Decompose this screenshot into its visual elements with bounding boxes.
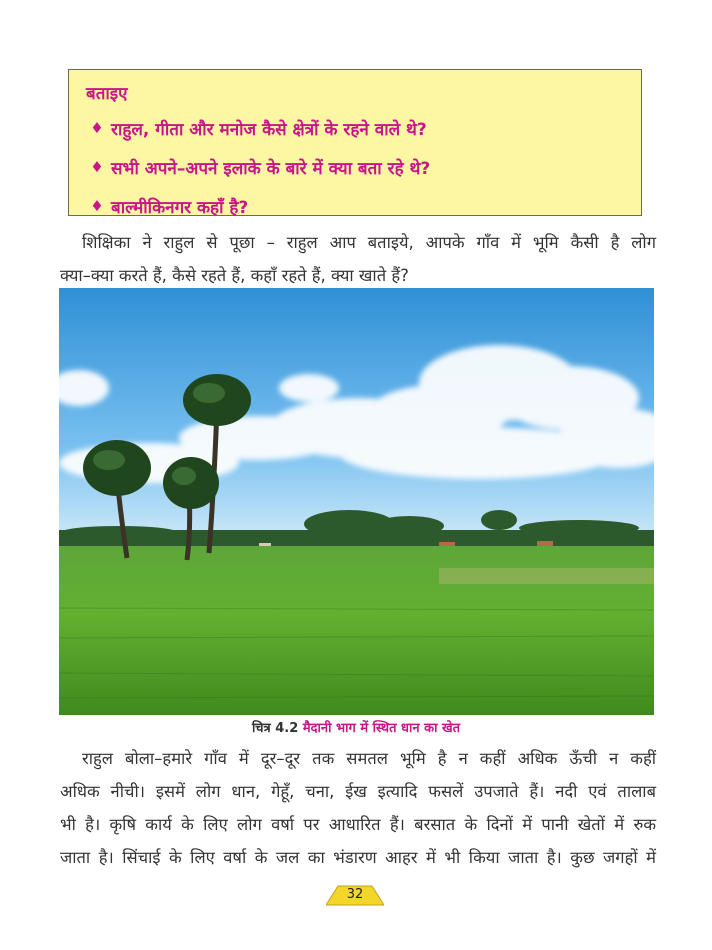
paragraph-line: अधिक नीची। इसमें लोग धान, गेहूँ, चना, ईख इत्यादि फसलें उपजाते हैं। नदी एवं तालाब — [60, 782, 656, 801]
question-box-title: बताइए — [86, 84, 128, 104]
diamond-bullet-icon: ♦ — [90, 119, 104, 137]
question-text: बाल्मीकिनगर कहाँ है? — [111, 197, 249, 218]
paddy-field-photo — [59, 288, 654, 715]
paragraph-line: शिक्षिका ने राहुल से पूछा – राहुल आप बताइये, आपके गाँव में भूमि कैसी है लोग — [82, 233, 656, 252]
figure-number: चित्र 4.2 — [251, 721, 299, 736]
question-text: राहुल, गीता और मनोज कैसे क्षेत्रों के रहने वाले थे? — [111, 119, 427, 140]
figure-caption-text: मैदानी भाग में स्थित धान का खेत — [302, 721, 461, 736]
question-text: सभी अपने–अपने इलाके के बारे में क्या बता रहे थे? — [111, 158, 431, 179]
paragraph-line: जाता है। सिंचाई के लिए वर्षा के जल का भंडारण आहर में भी किया जाता है। कुछ जगहों में — [60, 848, 656, 867]
paragraph-line: भी है। कृषि कार्य के लिए लोग वर्षा पर आधारित हैं। बरसात के दिनों में पानी खेतों में रुक — [60, 815, 656, 834]
question-item — [83, 113, 627, 143]
diamond-bullet-icon: ♦ — [90, 197, 104, 215]
paragraph-body — [60, 742, 656, 874]
paragraph-line: क्या–क्या करते हैं, कैसे रहते हैं, कहाँ रहते हैं, क्या खाते हैं? — [60, 266, 409, 285]
paddy-field-illustration — [59, 288, 654, 715]
diamond-bullet-icon: ♦ — [90, 158, 104, 176]
question-box — [68, 69, 642, 216]
page-number-badge — [326, 884, 384, 906]
question-item — [83, 152, 627, 182]
page-number: 32 — [346, 887, 364, 902]
paragraph-line: राहुल बोला–हमारे गाँव में दूर–दूर तक समतल भूमि है न कहीं अधिक ऊँची न कहीं — [82, 749, 656, 768]
question-item — [83, 191, 627, 221]
paragraph-intro — [60, 226, 656, 292]
figure-caption — [0, 718, 712, 736]
